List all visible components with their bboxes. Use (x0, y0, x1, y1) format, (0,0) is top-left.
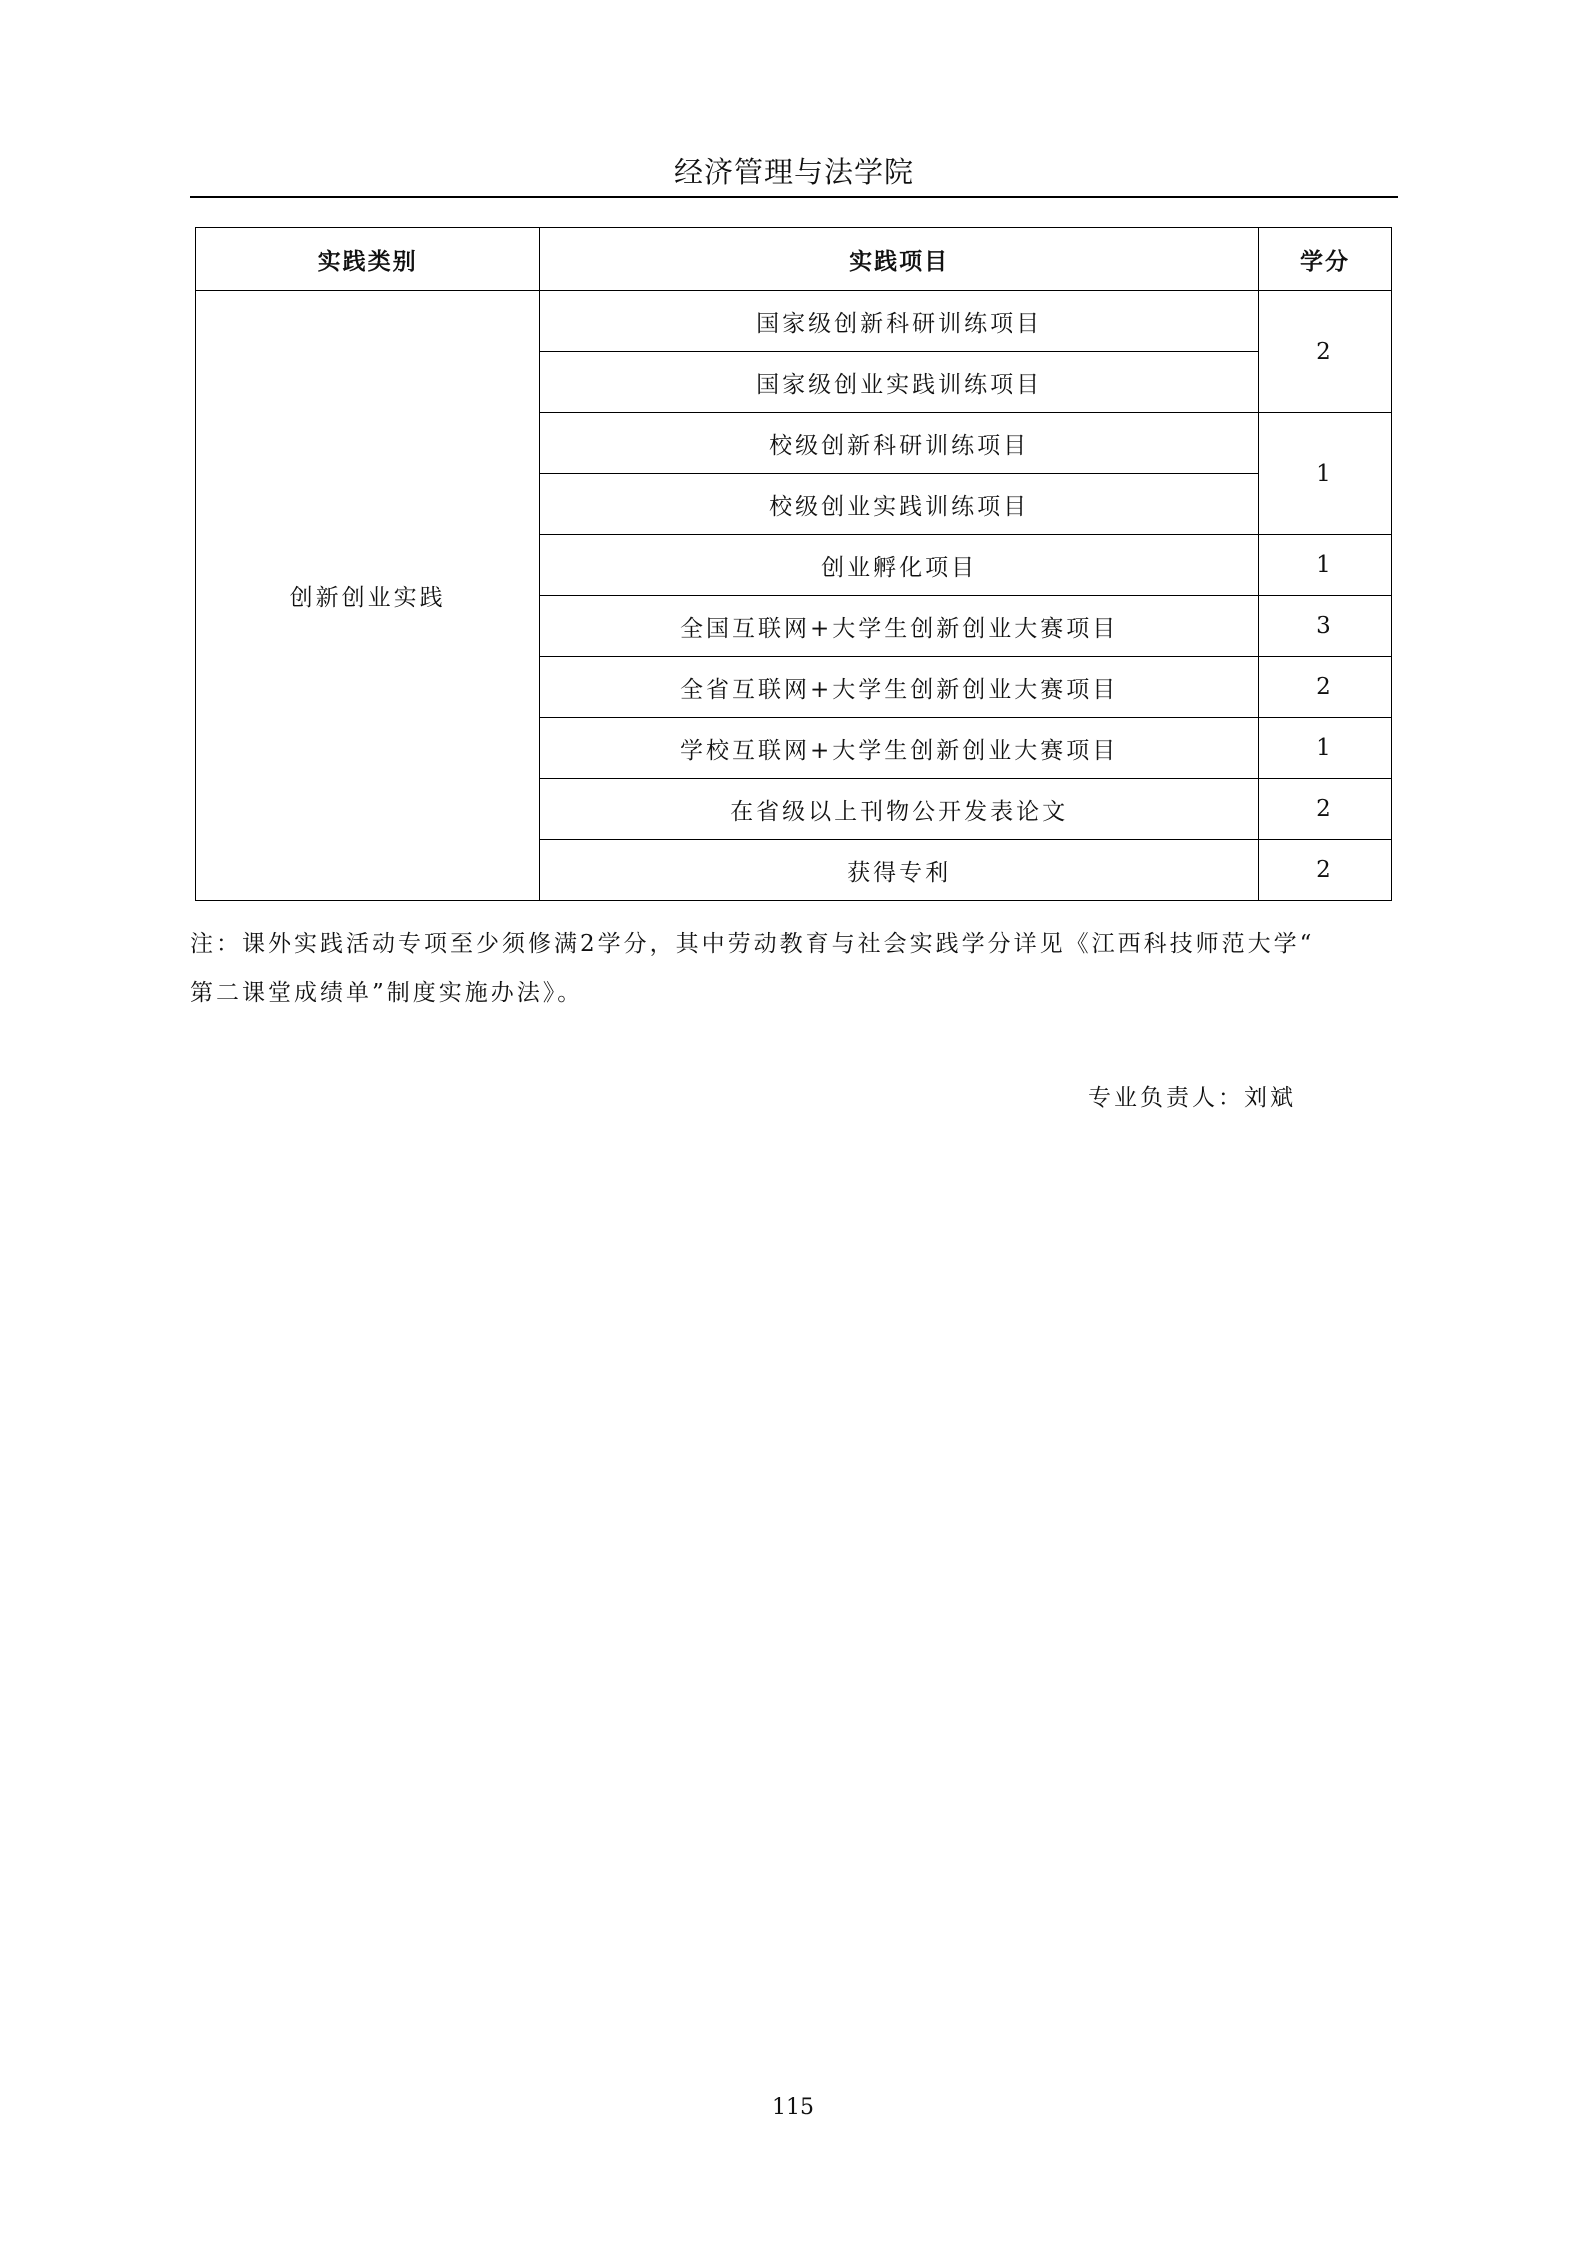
item-cell: 校级创新科研训练项目 (540, 413, 1259, 474)
item-cell: 国家级创业实践训练项目 (540, 352, 1259, 413)
credit-cell: 2 (1258, 657, 1391, 718)
item-cell: 国家级创新科研训练项目 (540, 291, 1259, 352)
note-paragraph (190, 920, 1400, 1018)
credit-cell: 1 (1258, 718, 1391, 779)
credit-cell: 1 (1258, 535, 1391, 596)
credit-cell: 2 (1258, 779, 1391, 840)
item-cell: 全国互联网+大学生创新创业大赛项目 (540, 596, 1259, 657)
table-row (196, 291, 1392, 352)
item-cell: 学校互联网+大学生创新创业大赛项目 (540, 718, 1259, 779)
item-cell: 在省级以上刊物公开发表论文 (540, 779, 1259, 840)
header-credit: 学分 (1258, 228, 1391, 291)
item-cell: 获得专利 (540, 840, 1259, 901)
table-header-row (196, 228, 1392, 291)
credit-cell: 2 (1258, 840, 1391, 901)
item-cell: 创业孵化项目 (540, 535, 1259, 596)
credit-cell: 3 (1258, 596, 1391, 657)
note-line-1: 注：课外实践活动专项至少须修满2学分，其中劳动教育与社会实践学分详见《江西科技师范大学“ (190, 931, 1315, 957)
note-line-2: 第二课堂成绩单”制度实施办法》。 (190, 980, 584, 1006)
item-cell: 校级创业实践训练项目 (540, 474, 1259, 535)
item-cell: 全省互联网+大学生创新创业大赛项目 (540, 657, 1259, 718)
header-category: 实践类别 (196, 228, 540, 291)
program-director-signature: 专业负责人：刘斌 (1088, 1085, 1296, 1111)
page-number: 115 (772, 2095, 814, 2120)
header-item: 实践项目 (540, 228, 1259, 291)
category-cell: 创新创业实践 (196, 291, 540, 901)
credit-cell: 2 (1258, 291, 1391, 413)
practice-credit-table (195, 227, 1392, 901)
page-header-title: 经济管理与法学院 (190, 152, 1398, 198)
credit-cell: 1 (1258, 413, 1391, 535)
